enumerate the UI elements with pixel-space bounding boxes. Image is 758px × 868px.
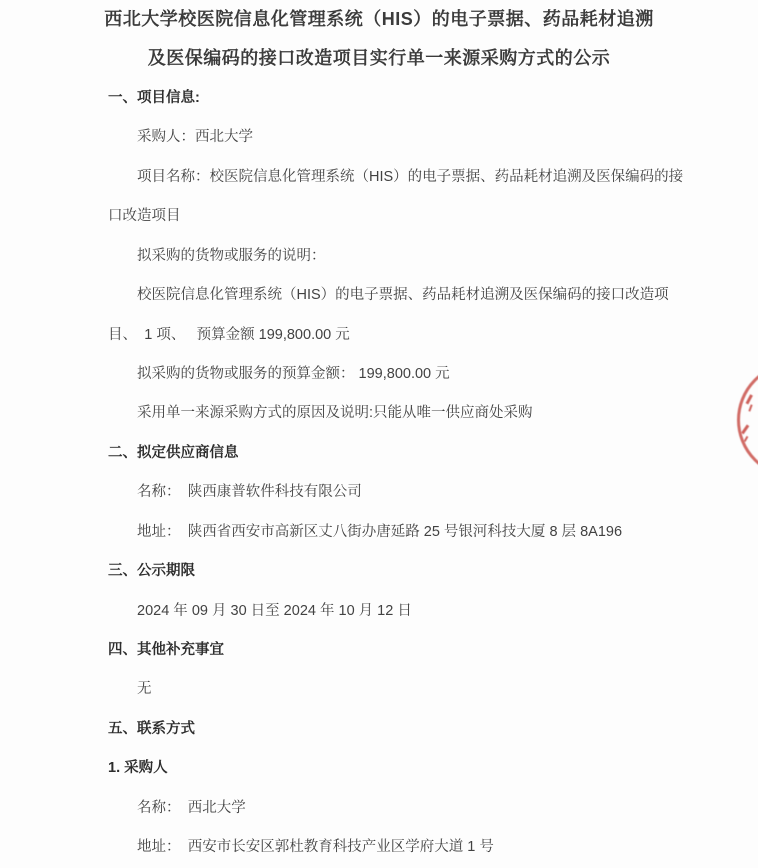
paragraph-line: 名称： 西北大学: [137, 799, 246, 816]
paragraph-line: 无: [137, 681, 152, 698]
paragraph-line: 口改造项目: [108, 208, 181, 225]
section-heading: 1. 采购人: [108, 760, 168, 777]
section-heading: 五、联系方式: [108, 720, 195, 737]
paragraph-line: 采购人：西北大学: [137, 129, 253, 146]
section-heading: 二、拟定供应商信息: [108, 444, 239, 461]
paragraph-line: 目、 1 项、 预算金额 199,800.00 元: [108, 326, 350, 343]
section-heading: 一、项目信息:: [108, 89, 200, 106]
paragraph-line: 拟采购的货物或服务的说明：: [137, 247, 326, 264]
document-title-line: 西北大学校医院信息化管理系统（HIS）的电子票据、药品耗材追溯: [104, 9, 654, 29]
paragraph-line: 拟采购的货物或服务的预算金额： 199,800.00 元: [137, 365, 450, 382]
paragraph-line: 项目名称：校医院信息化管理系统（HIS）的电子票据、药品耗材追溯及医保编码的接: [137, 168, 684, 185]
document-title-line: 及医保编码的接口改造项目实行单一来源采购方式的公示: [147, 48, 611, 69]
paragraph-line: 地址： 陕西省西安市高新区丈八街办唐延路 25 号银河科技大厦 8 层 8A196: [137, 523, 623, 540]
paragraph-line: 地址： 西安市长安区郭杜教育科技产业区学府大道 1 号: [137, 839, 494, 856]
section-heading: 三、公示期限: [108, 563, 195, 580]
paragraph-line: 2024 年 09 月 30 日至 2024 年 10 月 12 日: [137, 602, 412, 619]
paragraph-line: 采用单一来源采购方式的原因及说明:只能从唯一供应商处采购: [137, 405, 533, 422]
paragraph-line: 名称： 陕西康普软件科技有限公司: [137, 484, 362, 501]
paragraph-line: 校医院信息化管理系统（HIS）的电子票据、药品耗材追溯及医保编码的接口改造项: [137, 287, 669, 304]
section-heading: 四、其他补充事宜: [108, 642, 224, 658]
